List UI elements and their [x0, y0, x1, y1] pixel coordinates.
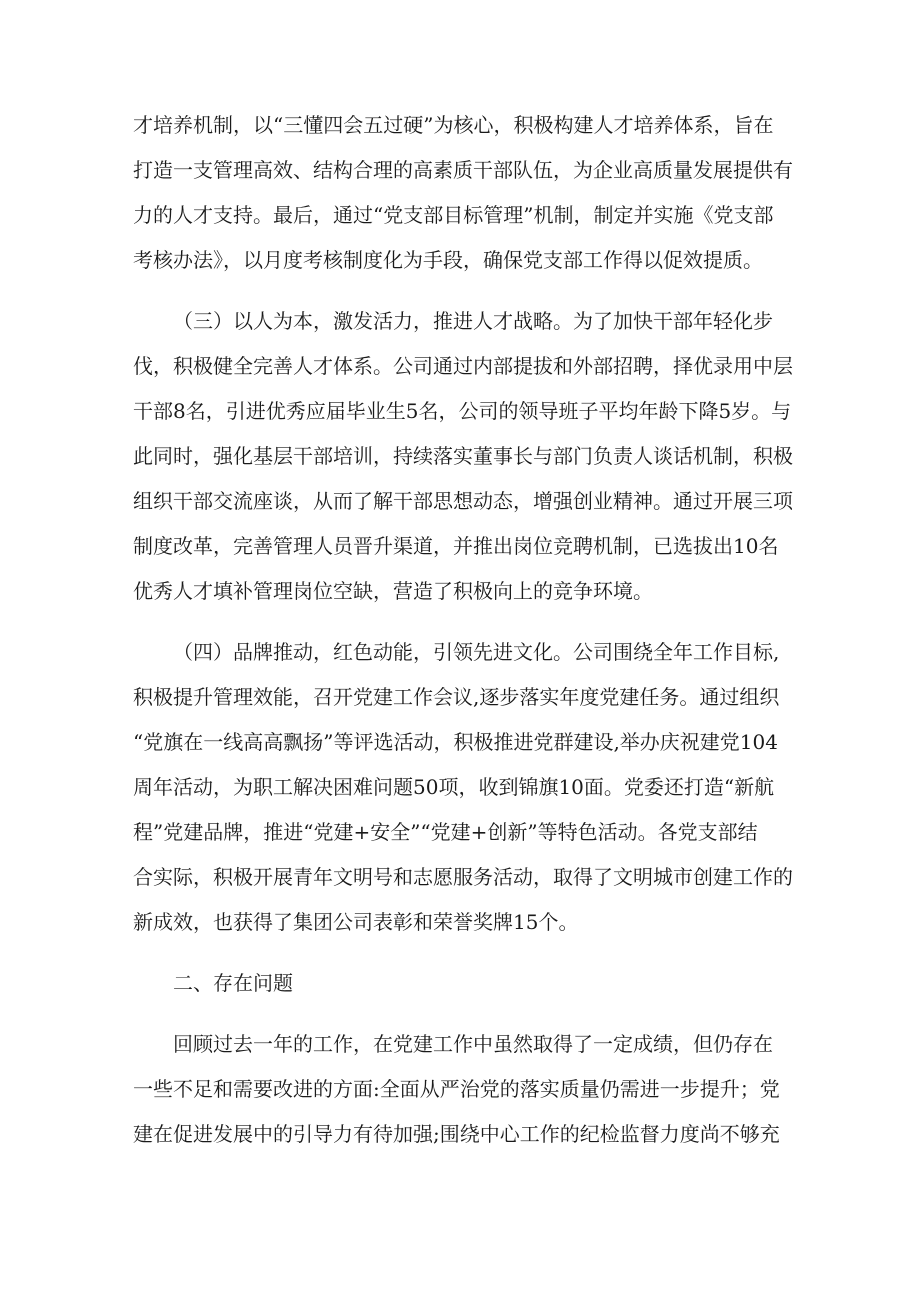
paragraph-line: 组织干部交流座谈，从而了解干部思想动态，增强创业精神。通过开展三项	[133, 489, 793, 513]
paragraph-line: 周年活动，为职工解决困难问题50项，收到锦旗10面。党委还打造“新航	[133, 775, 775, 799]
section-heading: 二、存在问题	[173, 971, 293, 995]
paragraph-line: （三）以人为本，激发活力，推进人才战略。为了加快干部年轻化步	[173, 309, 773, 333]
paragraph-line: 考核办法》，以月度考核制度化为手段，确保党支部工作得以促效提质。	[133, 248, 763, 272]
paragraph-line: 优秀人才填补管理岗位空缺，营造了积极向上的竞争环境。	[133, 579, 653, 603]
paragraph-line: 制度改革，完善管理人员晋升渠道，并推出岗位竞聘机制，已选拔出10名	[133, 534, 779, 558]
paragraph-line: “党旗在一线高高飘扬”等评选活动，积极推进党群建设,举办庆祝建党104	[133, 730, 778, 754]
paragraph-line: 建在促进发展中的引导力有待加强;围绕中心工作的纪检监督力度尚不够充	[133, 1122, 780, 1146]
paragraph-line: 新成效，也获得了集团公司表彰和荣誉奖牌15个。	[133, 910, 579, 934]
paragraph-line: （四）品牌推动，红色动能，引领先进文化。公司围绕全年工作目标,	[173, 640, 780, 664]
paragraph-line: 回顾过去一年的工作，在党建工作中虽然取得了一定成绩，但仍存在	[173, 1032, 773, 1056]
paragraph-line: 积极提升管理效能，召开党建工作会议,逐步落实年度党建任务。通过组织	[133, 685, 780, 709]
paragraph-line: 此同时，强化基层干部培训，持续落实董事长与部门负责人谈话机制，积极	[133, 444, 793, 468]
paragraph-line: 程”党建品牌，推进“党建+安全”“党建+创新”等特色活动。各党支部结	[133, 820, 758, 844]
paragraph-line: 伐，积极健全完善人才体系。公司通过内部提拔和外部招聘，择优录用中层	[133, 354, 793, 378]
paragraph-line: 一些不足和需要改进的方面:全面从严治党的落实质量仍需进一步提升；党	[133, 1077, 780, 1101]
paragraph-line: 干部8名，引进优秀应届毕业生5名，公司的领导班子平均年龄下降5岁。与	[133, 399, 792, 423]
paragraph-line: 才培养机制，以“三懂四会五过硬”为核心，积极构建人才培养体系，旨在	[133, 113, 774, 137]
paragraph-line: 打造一支管理高效、结构合理的高素质干部队伍，为企业高质量发展提供有	[133, 158, 793, 182]
paragraph-line: 合实际，积极开展青年文明号和志愿服务活动，取得了文明城市创建工作的	[133, 865, 793, 889]
paragraph-line: 力的人才支持。最后，通过“党支部目标管理”机制，制定并实施《党支部	[133, 203, 774, 227]
